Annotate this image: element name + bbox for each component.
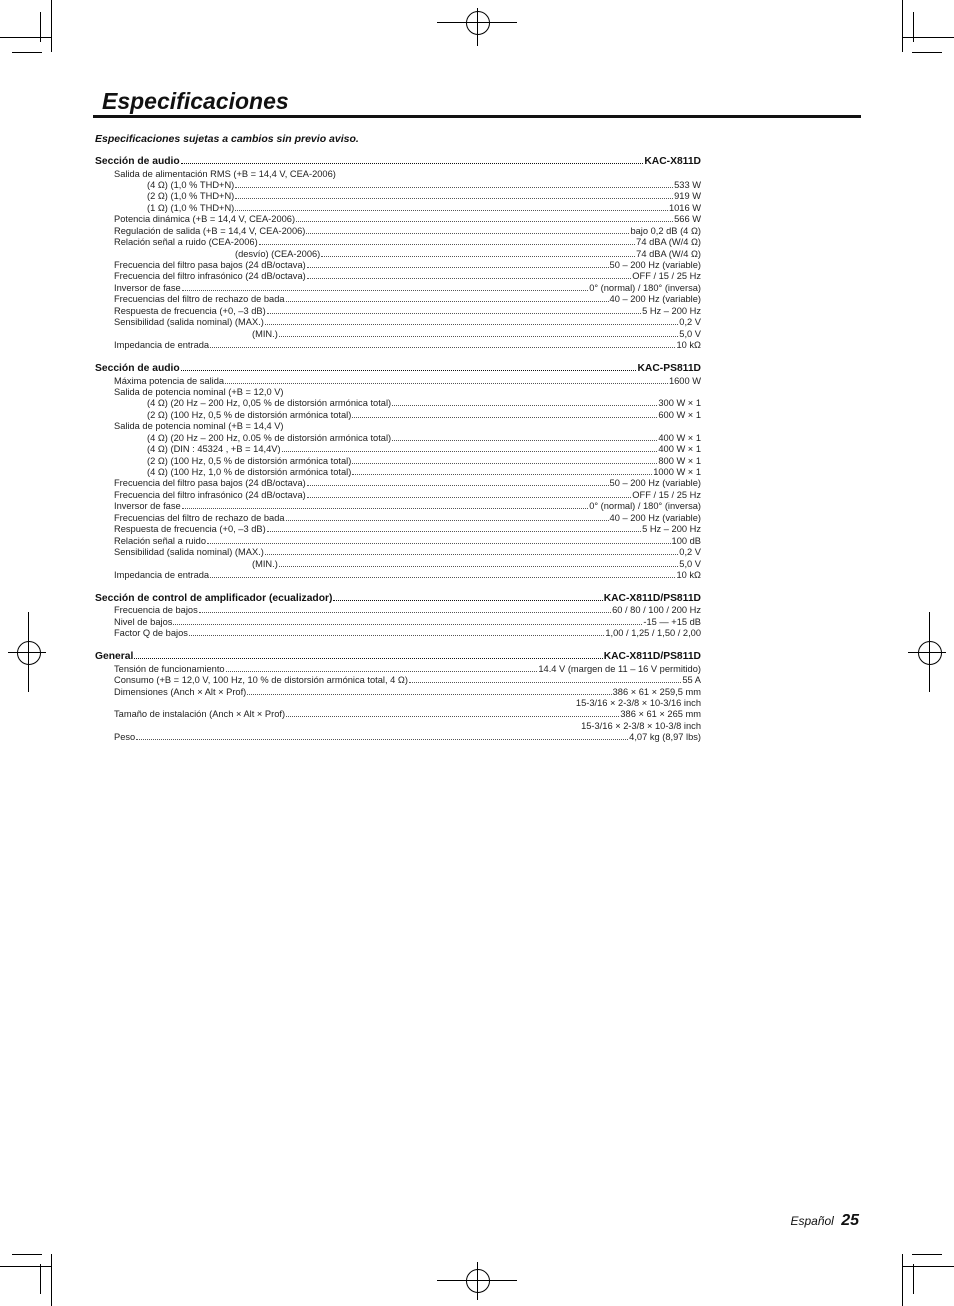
spec-row xyxy=(95,203,701,214)
leader-dots xyxy=(181,163,644,164)
spec-row xyxy=(95,433,701,444)
leader-dots xyxy=(210,347,675,348)
leader-dots xyxy=(392,405,657,406)
crop-mark xyxy=(12,52,42,53)
spec-value: 100 dB xyxy=(671,535,701,546)
spec-value: 1600 W xyxy=(668,375,701,386)
section-header xyxy=(95,593,701,606)
leader-dots xyxy=(352,474,652,475)
section-model: KAC-PS811D xyxy=(637,363,701,374)
spec-value: 4,07 kg (8,97 lbs) xyxy=(629,732,701,743)
crop-mark xyxy=(902,1254,903,1306)
leader-dots xyxy=(259,244,636,245)
spec-label: Frecuencias del filtro de rechazo de bada xyxy=(114,512,285,523)
spec-label: Salida de potencia nominal (+B = 12,0 V) xyxy=(114,386,284,397)
spec-label: Salida de potencia nominal (+B = 14,4 V) xyxy=(114,421,284,432)
spec-label: (4 Ω) (20 Hz – 200 Hz, 0.05 % de distorsión armónica total) xyxy=(147,432,392,443)
spec-row xyxy=(95,271,701,282)
leader-dots xyxy=(226,671,538,672)
spec-value: 1000 W × 1 xyxy=(653,467,701,477)
spec-label: Sensibilidad (salida nominal) (MAX.) xyxy=(114,547,264,558)
leader-dots xyxy=(409,682,681,683)
spec-value: 0° (normal) / 180° (inversa) xyxy=(589,501,701,512)
crop-mark xyxy=(902,1266,954,1267)
spec-label: Tamaño de instalación (Anch × Alt × Prof) xyxy=(114,709,286,720)
spec-row xyxy=(95,721,701,732)
spec-label: Relación señal a ruido xyxy=(114,535,206,546)
spec-value: 1016 W xyxy=(668,202,701,213)
page-number: 25 xyxy=(841,1212,859,1229)
leader-dots xyxy=(265,554,678,555)
spec-label: Sensibilidad (salida nominal) (MAX.) xyxy=(114,317,264,328)
leader-dots xyxy=(392,440,657,441)
spec-section xyxy=(95,363,701,581)
spec-label: Impedancia de entrada xyxy=(114,340,210,351)
leader-dots xyxy=(286,520,609,521)
crop-mark xyxy=(912,1254,942,1255)
spec-row xyxy=(95,421,701,432)
spec-label: Relación señal a ruido (CEA-2006) xyxy=(114,237,258,248)
spec-value: 800 W × 1 xyxy=(658,455,701,466)
leader-dots xyxy=(286,301,609,302)
leader-dots xyxy=(267,531,641,532)
spec-value: 5 Hz – 200 Hz xyxy=(642,524,701,535)
leader-dots xyxy=(235,198,673,199)
section-model: KAC-X811D/PS811D xyxy=(603,651,701,663)
spec-row xyxy=(95,249,701,260)
spec-value: bajo 0,2 dB (4 Ω) xyxy=(630,225,701,236)
leader-dots xyxy=(279,566,678,567)
crop-mark xyxy=(0,37,52,38)
leader-dots xyxy=(279,336,678,337)
spec-value: 0,2 V xyxy=(679,317,701,328)
leader-dots xyxy=(267,313,641,314)
section-title: Sección de control de amplificador (ecualizador) xyxy=(95,592,333,604)
crop-mark xyxy=(40,12,41,42)
spec-label: Frecuencia de bajos xyxy=(114,605,198,616)
leader-dots xyxy=(173,624,642,625)
spec-label: Dimensiones (Anch × Alt × Prof) xyxy=(114,686,247,697)
registration-circle xyxy=(466,11,490,35)
leader-dots xyxy=(307,267,609,268)
spec-value: 55 A xyxy=(682,675,701,686)
spec-value: 10 kΩ xyxy=(676,340,701,351)
crop-mark xyxy=(912,52,942,53)
section-header xyxy=(95,363,701,376)
leader-dots xyxy=(136,739,628,740)
spec-value: 10 kΩ xyxy=(676,569,701,580)
spec-value: 600 W × 1 xyxy=(658,409,701,420)
spec-row xyxy=(95,260,701,271)
spec-value: 300 W × 1 xyxy=(658,398,701,409)
leader-dots xyxy=(306,233,629,234)
spec-value: 386 × 61 × 259,5 mm xyxy=(612,686,701,697)
leader-dots xyxy=(134,658,602,659)
spec-value: 50 – 200 Hz (variable) xyxy=(609,478,701,489)
spec-row xyxy=(95,559,701,570)
spec-value: 50 – 200 Hz (variable) xyxy=(609,260,701,270)
spec-section xyxy=(95,651,701,744)
section-title: Sección de audio xyxy=(95,363,180,374)
section-model: KAC-X811D xyxy=(644,156,701,167)
spec-label: Frecuencia del filtro infrasónico (24 dB/octava) xyxy=(114,271,306,282)
leader-dots xyxy=(321,256,635,257)
leader-dots xyxy=(199,612,611,613)
spec-label: Peso xyxy=(114,732,136,743)
section-title: Sección de audio xyxy=(95,156,180,167)
spec-label: Frecuencia del filtro pasa bajos (24 dB/octava) xyxy=(114,478,306,489)
spec-value: 400 W × 1 xyxy=(658,444,701,455)
section-header xyxy=(95,651,701,664)
spec-row xyxy=(95,605,701,616)
leader-dots xyxy=(210,577,675,578)
registration-circle xyxy=(918,641,942,665)
spec-row xyxy=(95,169,701,180)
spec-value: OFF / 15 / 25 Hz xyxy=(632,271,701,282)
crop-mark xyxy=(51,0,52,52)
spec-row xyxy=(95,226,701,237)
spec-row xyxy=(95,387,701,398)
spec-row xyxy=(95,524,701,535)
spec-label: (2 Ω) (100 Hz, 0,5 % de distorsión armónica total) xyxy=(147,409,352,420)
spec-value: 533 W xyxy=(674,179,701,190)
spec-value: 0,2 V xyxy=(679,547,701,558)
spec-label: Salida de alimentación RMS (+B = 14,4 V, CEA-2006) xyxy=(114,168,336,179)
spec-row xyxy=(95,191,701,202)
spec-value: -15 — +15 dB xyxy=(643,616,701,627)
spec-label: Factor Q de bajos xyxy=(114,628,188,639)
leader-dots xyxy=(182,290,589,291)
spec-row xyxy=(95,306,701,317)
spec-value: 566 W xyxy=(674,214,701,225)
leader-dots xyxy=(333,600,602,601)
spec-label: (4 Ω) (1,0 % THD+N) xyxy=(147,179,235,190)
spec-value: 5 Hz – 200 Hz xyxy=(642,305,701,316)
spec-row xyxy=(95,294,701,305)
spec-row xyxy=(95,570,701,581)
spec-row xyxy=(95,536,701,547)
leader-dots xyxy=(235,210,668,211)
spec-value: 5,0 V xyxy=(679,558,701,569)
spec-label: (2 Ω) (1,0 % THD+N) xyxy=(147,191,235,202)
spec-label: Consumo (+B = 12,0 V, 100 Hz, 10 % de distorsión armónica total, 4 Ω) xyxy=(114,675,408,686)
spec-row xyxy=(95,410,701,421)
spec-row xyxy=(95,329,701,340)
spec-value: 919 W xyxy=(674,191,701,202)
leader-dots xyxy=(181,370,637,371)
spec-row xyxy=(95,456,701,467)
crop-mark xyxy=(51,1254,52,1306)
spec-label: (4 Ω) (DIN : 45324 , +B = 14,4V) xyxy=(147,444,281,455)
spec-value: 74 dBA (W/4 Ω) xyxy=(636,248,701,259)
registration-circle xyxy=(17,641,41,665)
spec-label: Inversor de fase xyxy=(114,501,181,512)
registration-circle xyxy=(466,1269,490,1293)
spec-row xyxy=(95,687,701,698)
spec-label: (4 Ω) (20 Hz – 200 Hz, 0,05 % de distorsión armónica total) xyxy=(147,398,392,409)
crop-mark xyxy=(0,1266,52,1267)
spec-row xyxy=(95,237,701,248)
leader-dots xyxy=(296,221,673,222)
crop-mark xyxy=(40,1264,41,1294)
spec-label: (MIN.) xyxy=(252,328,278,339)
leader-dots xyxy=(235,187,673,188)
spec-row xyxy=(95,467,701,478)
leader-dots xyxy=(307,278,632,279)
spec-label: Regulación de salida (+B = 14,4 V, CEA-2006) xyxy=(114,225,306,236)
title-underline xyxy=(93,115,861,118)
spec-row xyxy=(95,283,701,294)
spec-label: Frecuencias del filtro de rechazo de bada xyxy=(114,294,285,305)
spec-label: (MIN.) xyxy=(252,558,278,569)
spec-label: Frecuencia del filtro infrasónico (24 dB/octava) xyxy=(114,489,306,500)
page-title: Especificaciones xyxy=(102,88,289,114)
spec-row xyxy=(95,501,701,512)
spec-row xyxy=(95,732,701,743)
spec-value: 1,00 / 1,25 / 1,50 / 2,00 xyxy=(605,628,701,639)
leader-dots xyxy=(352,417,657,418)
spec-value: OFF / 15 / 25 Hz xyxy=(632,489,701,500)
spec-value: 15-3/16 × 2-3/8 × 10-3/16 inch xyxy=(575,698,701,708)
spec-row xyxy=(95,317,701,328)
notice-text: Especificaciones sujetas a cambios sin previo aviso. xyxy=(95,133,359,145)
spec-row xyxy=(95,664,701,675)
spec-row xyxy=(95,675,701,686)
spec-row xyxy=(95,444,701,455)
spec-label: (1 Ω) (1,0 % THD+N) xyxy=(147,202,235,213)
spec-label: Frecuencia del filtro pasa bajos (24 dB/octava) xyxy=(114,260,306,270)
footer-language: Español xyxy=(790,1214,834,1228)
spec-label: Respuesta de frecuencia (+0, –3 dB) xyxy=(114,524,266,535)
spec-row xyxy=(95,214,701,225)
crop-mark xyxy=(913,1264,914,1294)
spec-label: Respuesta de frecuencia (+0, –3 dB) xyxy=(114,305,266,316)
spec-value: 60 / 80 / 100 / 200 Hz xyxy=(612,605,701,616)
spec-section xyxy=(95,156,701,352)
spec-row xyxy=(95,547,701,558)
spec-value: 5,0 V xyxy=(679,328,701,339)
section-title: General xyxy=(95,651,134,663)
spec-value: 74 dBA (W/4 Ω) xyxy=(636,237,701,248)
leader-dots xyxy=(307,485,609,486)
specifications-list xyxy=(95,156,701,755)
spec-row xyxy=(95,478,701,489)
spec-section xyxy=(95,593,701,640)
crop-mark xyxy=(913,12,914,42)
section-header xyxy=(95,156,701,169)
leader-dots xyxy=(182,508,589,509)
spec-row xyxy=(95,513,701,524)
spec-row xyxy=(95,709,701,720)
spec-row xyxy=(95,340,701,351)
crop-mark xyxy=(902,37,954,38)
spec-row xyxy=(95,628,701,639)
leader-dots xyxy=(352,463,657,464)
spec-value: 15-3/16 × 2-3/8 × 10-3/8 inch xyxy=(581,720,701,731)
spec-row xyxy=(95,617,701,628)
spec-label: Tensión de funcionamiento xyxy=(114,663,225,674)
spec-row xyxy=(95,398,701,409)
spec-value: 386 × 61 × 265 mm xyxy=(620,709,701,720)
spec-label: Nivel de bajos xyxy=(114,616,173,627)
leader-dots xyxy=(247,694,611,695)
crop-mark xyxy=(12,1254,42,1255)
spec-value: 400 W × 1 xyxy=(658,432,701,443)
leader-dots xyxy=(225,383,668,384)
leader-dots xyxy=(307,497,632,498)
spec-row xyxy=(95,376,701,387)
page-footer xyxy=(790,1212,859,1230)
spec-value: 0° (normal) / 180° (inversa) xyxy=(589,282,701,293)
spec-row xyxy=(95,180,701,191)
spec-label: (desvío) (CEA-2006) xyxy=(235,248,321,259)
spec-value: 14.4 V (margen de 11 – 16 V permitido) xyxy=(538,663,701,674)
leader-dots xyxy=(189,635,604,636)
spec-label: Inversor de fase xyxy=(114,282,181,293)
leader-dots xyxy=(282,451,658,452)
leader-dots xyxy=(265,324,678,325)
leader-dots xyxy=(286,716,619,717)
spec-row xyxy=(95,490,701,501)
spec-value: 40 – 200 Hz (variable) xyxy=(609,512,701,523)
spec-label: Máxima potencia de salida xyxy=(114,375,225,386)
spec-value: 40 – 200 Hz (variable) xyxy=(609,294,701,305)
crop-mark xyxy=(902,0,903,52)
spec-label: Potencia dinámica (+B = 14,4 V, CEA-2006) xyxy=(114,214,296,225)
spec-label: (2 Ω) (100 Hz, 0,5 % de distorsión armónica total) xyxy=(147,455,352,466)
spec-label: Impedancia de entrada xyxy=(114,569,210,580)
section-model: KAC-X811D/PS811D xyxy=(603,592,701,604)
leader-dots xyxy=(207,543,671,544)
spec-row xyxy=(95,698,701,709)
spec-label: (4 Ω) (100 Hz, 1,0 % de distorsión armónica total) xyxy=(147,467,352,477)
